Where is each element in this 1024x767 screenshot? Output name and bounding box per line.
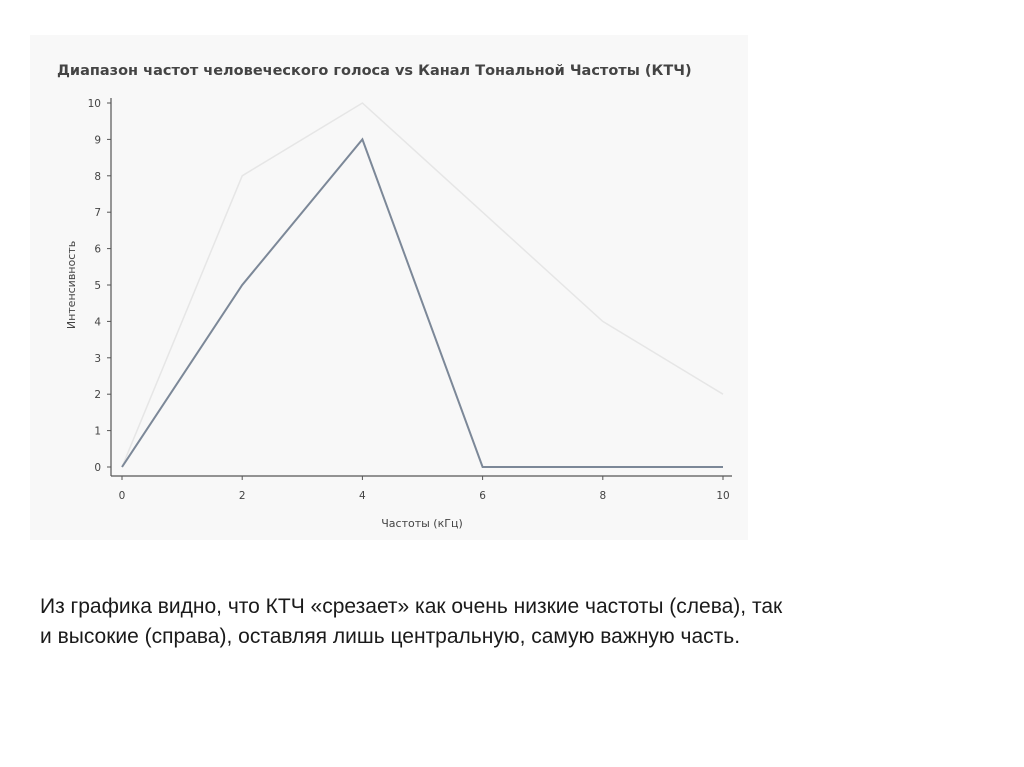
y-tick-label: 6 (94, 243, 101, 256)
y-tick-label: 4 (94, 316, 101, 329)
y-tick-label: 3 (94, 352, 101, 365)
x-tick-label: 0 (118, 490, 126, 502)
y-tick-label: 8 (94, 170, 101, 183)
y-tick-label: 7 (94, 207, 101, 220)
y-tick-label: 0 (94, 462, 101, 474)
x-tick-label: 8 (599, 490, 607, 502)
x-tick-label: 10 (716, 490, 730, 502)
x-tick-label: 4 (359, 490, 366, 502)
chart-series (122, 103, 723, 467)
caption-text (40, 592, 980, 652)
chart-title: Диапазон частот человеческого голоса vs Канал Тональной Частоты (КТЧ) (57, 63, 692, 79)
y-tick-label: 5 (94, 280, 101, 292)
x-tick-label: 6 (479, 490, 486, 502)
y-axis-label: Интенсивность (65, 240, 78, 330)
series-line-2 (122, 139, 723, 467)
chart-axes (88, 98, 732, 502)
y-tick-label: 10 (87, 98, 101, 110)
series-line-1 (122, 103, 723, 467)
y-tick-label: 2 (94, 389, 101, 402)
y-tick-label: 9 (94, 134, 101, 147)
x-axis-label: Частоты (кГц) (381, 517, 463, 530)
caption-line-2: и высокие (справа), оставляя лишь центральную, самую важную часть. (40, 625, 741, 648)
x-tick-label: 2 (238, 490, 246, 502)
caption-line-1: Из графика видно, что КТЧ «срезает» как очень низкие частоты (слева), так (40, 595, 783, 618)
y-tick-label: 1 (94, 425, 101, 438)
